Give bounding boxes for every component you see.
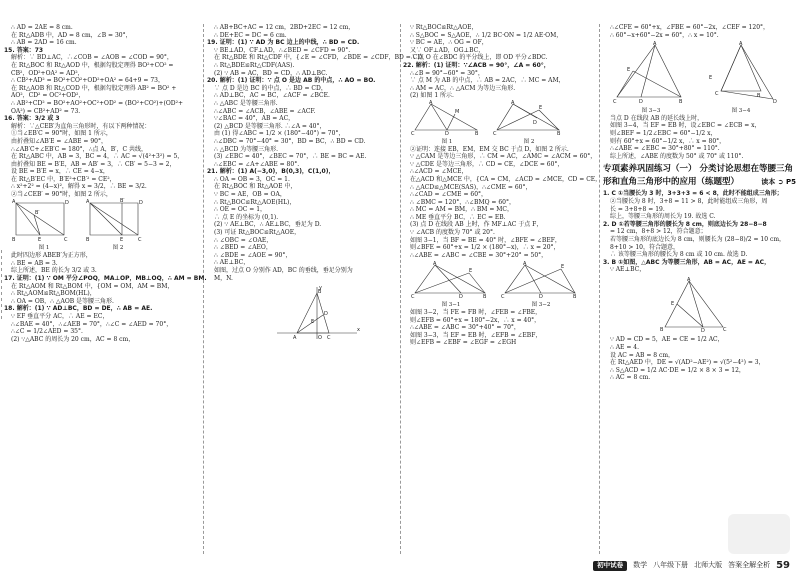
triangle-figures-3 (403, 259, 596, 309)
text-line: 解析：∵△CEB′为直角三角形时，有以下两种情况： (11, 122, 151, 130)
svg-text:E: E (120, 236, 124, 243)
text-line: ∴∠ABE = ∠EBC = 30°+80° = 110°. (610, 145, 720, 153)
column-3 (403, 24, 602, 556)
text-line: ∴ ∠BDE = ∠AOE = 90°， (214, 251, 292, 259)
text-line: ∴ ∠OBC = ∠OAE， (214, 236, 273, 244)
text-line: 2. D ①若等腰三角形的腰长为 8 cm，则底边长为 28−8−8 (603, 220, 767, 228)
text-line: 在 Rt△ABC 中，AB = 3，BC = 4，∴ AC = √(4²+3²) = 5， (11, 153, 184, 161)
figure-caption: 图 1 (38, 245, 50, 252)
text-line: ∵ Rt△BOC≌Rt△AOE， (410, 24, 478, 31)
text-line: 则∠BFE = 60°+x = 1/2 × (180°−x)，∴ x = 20°， (410, 244, 560, 252)
text-line: ∴ 点 E 的坐标为 (0,1). (214, 213, 279, 221)
svg-text:y: y (319, 285, 322, 292)
text-line: CB²，OD²+OA² = AD²， (11, 69, 84, 77)
svg-text:D: D (139, 199, 143, 206)
footer-grade: 八年级下册 (653, 561, 689, 570)
svg-text:A: A (12, 198, 16, 205)
text-line: ∵ BE⊥AD，CF⊥AD，∴∠BED = ∠CFD = 90°. (214, 46, 351, 54)
text-line: 18. 解析：(1) ∵ AD⊥BC，BD = DE，∴ AB = AE. (4, 305, 153, 313)
text-line: ②证明：连接 EB，EM，EM 交 BC 于点 D，如图 2 所示. (410, 145, 569, 153)
text-line: ∵ AE⊥BC， (610, 266, 646, 274)
watermark-stamp (728, 514, 790, 554)
figure-3-3 (611, 39, 691, 115)
svg-text:A: A (523, 261, 527, 268)
svg-text:A: A (86, 198, 90, 205)
svg-text:M: M (455, 108, 460, 115)
text-line: 22. 解析：(1) 证明：∵∠ACB = 90°，∠A = 60°， (403, 61, 550, 69)
figure-2 (86, 199, 150, 253)
text-line: 在 Rt△B′EC 中，B′E²+CB′² = CE²， (11, 175, 116, 183)
text-line: ∵ BC = AE，OB = OA， (214, 191, 286, 199)
svg-text:E: E (539, 104, 543, 111)
svg-text:D: D (65, 199, 69, 206)
figure-3-4 (701, 39, 781, 115)
text-line: ∴ AD⊥BC，AC = BC，∠ACF = ∠BCE. (214, 92, 330, 100)
text-line: 在 Rt△AOB 和 Rt△COD 中，根据勾股定理得 AB² = BO² + (11, 84, 177, 92)
text-line: 综上所述，BE 的长为 3/2 或 3. (11, 267, 97, 275)
text-line: 16. 答案：3/2 或 3 (4, 115, 60, 123)
text-line: ∴∠CFE = 60°+x，∠FBE = 60°−2x，∠CEF = 120°， (610, 24, 770, 31)
text-line: 17. 证明：(1) ∵ OM 平分∠POQ，MA⊥OP，MB⊥OQ，∴ AM = BM. (4, 275, 207, 283)
coordinate-figure (207, 283, 397, 344)
text-line: ∴ 60°−x+60°−2x = 60°，∴ x = 10°. (610, 31, 719, 39)
svg-text:D: D (773, 99, 777, 106)
text-line: (2) ∵ AE⊥BC，∴ AE⊥BC，垂足为 D. (214, 221, 322, 229)
svg-text:O: O (318, 335, 322, 342)
text-line: 如图 3−3，当 EF = EB 时，∠EFB = ∠EBF， (410, 331, 542, 339)
column-divider (599, 24, 600, 554)
text-line: 如图 3−2，当 FE = FB 时，∠FEB = ∠FBE， (410, 309, 542, 317)
text-line: ∵ ∠ACB 的度数为 70° 或 20°. (410, 229, 495, 237)
text-line: ∴∠BAE = 40°，∴∠AEB = 70°，∴∠C = ∠AED = 70°， (11, 320, 173, 328)
text-line: 15. 答案：73 (4, 46, 44, 54)
figure-1 (411, 100, 483, 146)
text-line: ①当∠EB′C = 90°时，如图 1 所示， (11, 130, 112, 138)
svg-text:x: x (357, 327, 360, 334)
svg-text:C: C (723, 326, 727, 333)
text-line: ∴ △ABC 是等腰三角形. (214, 99, 278, 107)
text-line: 若等腰三角形的底边长为 8 cm，则腰长为 (28−8)/2 = 10 cm， (610, 235, 786, 243)
column-divider (400, 24, 401, 554)
text-line: ∴∠CAD = ∠CME = 60°， (410, 191, 488, 199)
text-line: 解析：∵ BD⊥AC，∴∠COB = ∠AOB = ∠COD = 90°， (11, 54, 173, 62)
figure-caption: 图 1 (441, 138, 453, 145)
text-line: 如图，过点 O 分别作 AD，BC 的垂线，垂足分别为 (214, 267, 353, 274)
text-line: OA²) = CB²+AD² = 73. (11, 107, 81, 115)
text-line: 综上，等腰三角形的周长为 19. 故选 C. (610, 213, 716, 221)
text-line: 则有 60°+x = 60°−1/2 x，∴ x = 80°， (610, 137, 726, 145)
figure-3-2 (501, 259, 581, 309)
fold-figures (4, 199, 200, 253)
column-3-text-continued (403, 145, 602, 260)
text-line: 又∵ OF⊥AD，OG⊥BC， (410, 46, 485, 54)
text-line: 在 Rt△ADB 中，AD = 8 cm，∠B = 30°， (11, 31, 132, 39)
column-divider (203, 24, 204, 554)
figure-caption: 图 2 (112, 245, 124, 252)
svg-text:B: B (318, 289, 322, 296)
text-line: 如图 3−4，当 EF = EB 时，设∠EBC = ∠ECB = x， (610, 122, 761, 130)
text-line: ∴ AC = 8 cm. (610, 374, 651, 382)
text-line: ∴ OE = OC = 1， (214, 206, 267, 214)
text-line: ∴ S△ACD = 1/2 AC·DE = 1/2 × 8 × 3 = 12， (610, 366, 745, 374)
text-line: 20. 解析：(1) 证明：∵ 点 O 是边 AB 的中点，∴ AO = BO. (207, 77, 376, 85)
svg-text:D: D (324, 311, 328, 318)
svg-text:B: B (573, 294, 577, 301)
svg-text:B: B (757, 93, 761, 100)
svg-text:A: A (511, 99, 515, 106)
text-line: ∴ AB = 2AD = 16 cm. (11, 39, 77, 47)
text-line: 由 (1) 得∠ABC = 1/2 × (180°−40°) = 70°， (214, 130, 345, 138)
text-line: ∵ 点 D 是边 BC 的中点，∴ BD = CD， (214, 84, 327, 92)
figure-caption: 图 2 (523, 138, 535, 145)
svg-text:A: A (293, 335, 297, 342)
text-line: ∴ DE+EC = DC = 6 cm. (214, 31, 287, 39)
text-line: 3. B ①如图，△ABC 为等腰三角形，AB = AC，AE = AC， (603, 258, 771, 266)
text-line: 设 AC = AB = 8 cm， (610, 351, 675, 359)
figure-2 (493, 100, 565, 146)
text-line: 如图 3−1，当 BF = BE = 40° 时，∠BFE = ∠BEF， (410, 236, 561, 244)
text-line: ∴∠ABE = ∠ABC = ∠CBE = 30°+20° = 50°， (410, 251, 548, 259)
text-line: 在 Rt△AED 中，DE = √(AD²−AE²) = √(5²−4²) = 3， (610, 359, 765, 367)
text-line: ∴ CB²+AD² = BO²+CO²+OD²+OA² = 64+9 = 73， (11, 77, 164, 85)
text-line: ∴∠ACD = ∠MCE， (410, 168, 468, 176)
text-line: ∴ Rt△BOC≌Rt△AOE(HL)， (214, 198, 296, 206)
text-line: ∴∠AB′C+∠EB′C = 180°，∴点 A，B′，C 共线， (11, 145, 147, 153)
svg-text:B′: B′ (35, 209, 40, 216)
svg-text:B: B (557, 130, 561, 137)
figure-caption: 图 3−2 (531, 302, 551, 309)
binding-mark (0, 250, 3, 320)
column-4-text-end (603, 336, 796, 382)
text-line: 在 Rt△AOM 和 Rt△BOM 中，{OM = OM，AM = BM， (11, 282, 174, 290)
column-1 (4, 24, 207, 556)
text-line: ∵∠BAC = 40°，AB = AC， (214, 115, 295, 123)
page-number: 59 (776, 560, 790, 572)
text-line: ∴ AE⊥BC， (214, 259, 250, 267)
text-line: 由折叠知∠AB′E = ∠ABE = 90°， (11, 137, 107, 145)
text-line: 当点 D 在线段 AB 的延长线上时， (610, 114, 704, 122)
text-line: ∴ Rt△AOM≌Rt△BOM(HL)， (11, 290, 96, 298)
svg-text:E: E (561, 264, 565, 271)
page-footer (593, 559, 790, 573)
section-title (603, 163, 796, 189)
svg-text:E: E (627, 67, 631, 74)
text-line: ∴ OA = OB，∴ △AOB 是等腰三角形. (11, 297, 114, 305)
text-line: ∵ △CAM 是等边三角形，∴ CM = AC，∠AMC = ∠ACM = 60°， (410, 153, 597, 161)
figure-caption: 图 3−3 (641, 107, 661, 114)
text-line: ∴∠EBC = ∠A+∠ABE = 80°. (214, 160, 300, 168)
text-line: ∴ 点 O 在∠BDC 的平分线上，即 OD 平分∠BDC. (410, 54, 548, 62)
svg-text:D: D (459, 294, 463, 301)
text-line: 设 BE = B′E = x，∴ CE = 4−x， (11, 168, 109, 176)
svg-text:C: C (613, 99, 617, 106)
text-line: ∴ ME 垂直平分 BC，∴ EC = EB. (410, 213, 506, 221)
svg-text:A: A (429, 99, 433, 106)
text-line: 8+10 > 10，符合题意， (610, 243, 679, 251)
svg-text:D: D (533, 119, 537, 126)
svg-text:C: C (138, 236, 142, 243)
text-line: 19. 证明：(1) ∵ AD 为 BC 边上的中线，∴ BD = CD. (207, 39, 360, 47)
column-4 (603, 24, 796, 556)
text-line: ∴ BE = AB = 3. (11, 259, 58, 267)
text-line: 在 Rt△BOC 和 Rt△AOE 中， (214, 183, 297, 191)
svg-text:E: E (671, 300, 675, 307)
text-line: ②当∠CEB′ = 90°时，如图 2 所示， (11, 191, 112, 199)
text-line: ∴ 该等腰三角形的腰长为 8 cm 或 10 cm. 故选 D. (610, 251, 748, 259)
text-line: 由折叠知 BE = B′E，AB = AB′ = 3，∴ CB′ = 5−3 = 2， (11, 160, 176, 168)
text-line: = 12 cm，8+8 > 12，符合题意； (610, 228, 707, 236)
text-line: 在 Rt△BDE 和 Rt△CDF 中，{∠E = ∠CFD，∠BDE = ∠CDF，BD = CD， (214, 54, 429, 62)
svg-text:C: C (327, 335, 331, 342)
text-line: ②当腰长为 8 时，3+8 = 11 > 8，此时能组成三角形，周 (610, 197, 768, 205)
text-line: (2) 如图 1 所示. (410, 92, 454, 100)
svg-text:C: C (411, 130, 415, 137)
text-line: (2) △BCD 是等腰三角形. ∴∠A = 40°， (214, 122, 326, 130)
text-line: ∵ △CDE 是等边三角形，∴ CD = CE，∠DCE = 60°， (410, 160, 564, 168)
column-1-text-continued (4, 252, 207, 343)
text-line: ∵ 点 M 为 AB 的中点，∴ AB = 2AC，∴ MC = AM， (410, 77, 565, 85)
svg-text:B: B (12, 236, 16, 243)
text-line: (2) ∵ AB = AC，BD = CD，∴ AD⊥BC. (214, 69, 328, 77)
svg-text:B: B (483, 294, 487, 301)
column-2-text (207, 24, 429, 282)
svg-text:A: A (739, 41, 743, 48)
column-3-text (403, 24, 596, 100)
svg-text:C: C (64, 236, 68, 243)
column-4-exercises (603, 190, 796, 274)
svg-text:C: C (411, 294, 415, 301)
text-line: (3) ∠EBC = 40°，∠BEC = 70°，∴ BE = BC = AE. (214, 153, 367, 161)
footer-label: 答案全解全析 (728, 561, 771, 570)
svg-text:C: C (493, 130, 497, 137)
text-line: 在 Rt△BOC 和 Rt△AOD 中，根据勾股定理得 BO²+CO² = (11, 61, 174, 69)
svg-text:D: D (445, 130, 449, 137)
text-line: ∵ BC = AE，∴ OG = OF， (410, 39, 488, 47)
svg-text:E: E (38, 236, 42, 243)
column-4-text (603, 24, 796, 39)
text-line: ∴ x²+2² = (4−x)²，解得 x = 3/2，∴ BE = 3/2. (11, 183, 147, 191)
text-line: (3) 可证 Rt△BOC≌Rt△AOE， (214, 229, 301, 237)
text-line: ∴ AM = AC，∴ △ACM 为等边三角形. (410, 84, 516, 92)
svg-text:E: E (311, 319, 315, 326)
text-line: ∴ AE = 4. (610, 344, 640, 352)
text-line: ∴∠B = 90°−60° = 30°， (410, 69, 484, 77)
text-line: 21. 解析：(1) A(−3,0)，B(0,3)，C(1,0)， (207, 168, 335, 176)
column-1-text (4, 24, 200, 199)
text-line: (2) ∵△ABC 的周长为 20 cm，AC = 8 cm， (11, 335, 135, 343)
footer-edition: 北师大版 (694, 561, 723, 570)
svg-text:B: B (475, 130, 479, 137)
text-line: 则∠EFB = ∠EBF = ∠EGF = ∠EGH (410, 339, 517, 347)
svg-text:D: D (539, 294, 543, 301)
svg-text:B′: B′ (120, 197, 125, 204)
reference-note: 读本 ➲ P5 (761, 178, 796, 187)
text-line: M，N. (214, 274, 233, 282)
figure-1 (12, 199, 76, 253)
svg-text:C: C (715, 91, 719, 98)
svg-text:E: E (709, 75, 713, 82)
svg-text:A: A (653, 41, 657, 48)
svg-text:D: D (639, 99, 643, 106)
text-line: 则∠BEF = 1/2∠EBC = 60°−1/2 x， (610, 129, 717, 137)
figure-3-1 (411, 259, 491, 309)
text-line: 则∠EFB = 60°+x = 180°−2x，∴ x = 40°， (410, 316, 541, 324)
text-line: ∴ MC = AM = BM，∴ BM = MC， (410, 206, 514, 214)
text-line: 在△ACD 和△MCE 中，{CA = CM，∠ACD = ∠MCE，CD = CE， (410, 175, 602, 183)
text-line: 此时四边形 ABEB′为正方形， (11, 252, 92, 260)
text-line: AO²，CD² = OC²+OD²， (11, 92, 85, 100)
text-line: ∴∠DBC = 70°−40° = 30°，BD = BC，∴ BD = CD. (214, 137, 366, 145)
isosceles-figure (603, 275, 796, 336)
text-line: (3) 点 D 在线段 AB 上时，作 MF⊥AC 于点 F， (410, 221, 543, 229)
section-title-line-2: 形和直角三角形中的应用（练题型） (603, 177, 740, 188)
text-line: 长 = 3+8+8 = 19. (610, 205, 665, 213)
svg-text:B: B (660, 326, 664, 333)
text-line: ∵ AD = CD = 5，AE = CE = 1/2 AC， (610, 336, 724, 344)
column-3-text-end (403, 309, 596, 347)
text-line: ∴ △BCD 为等腰三角形. (214, 145, 279, 153)
text-line: ∴ ∠BED = ∠AEO， (214, 244, 272, 252)
text-line: ∴ OA = OB = 3，OC = 1. (214, 175, 290, 183)
triangle-figures (403, 100, 596, 146)
text-line: ∴ AB+BC+AC = 12 cm，2BD+2EC = 12 cm， (214, 24, 355, 31)
svg-text:B: B (86, 236, 90, 243)
svg-text:C: C (501, 294, 505, 301)
text-line: ∴ △ACD≌△MCE(SAS)，∴∠CME = 60°， (410, 183, 532, 191)
svg-text:D: D (701, 327, 705, 334)
footer-subject: 数学 (633, 561, 648, 570)
triangle-figures-4 (603, 39, 796, 115)
text-line: 1. C ①当腰长为 3 时，3+3+3 = 6 < 8，此时不能组成三角形； (603, 190, 783, 198)
text-line: ∴ AB²+CD² = BO²+AO²+OC²+OD² = (BO²+CO²)+(OD²+ (11, 99, 184, 107)
figure-caption: 图 3−4 (731, 107, 751, 114)
text-line: ∴ Rt△BDE≌Rt△CDF(AAS). (214, 61, 295, 69)
brand-badge: 初中试卷 (593, 561, 627, 571)
column-4-text-continued (603, 115, 796, 161)
text-line: ∵ EF 垂直平分 AC，∴ AE = EC， (11, 313, 109, 320)
svg-text:A: A (687, 276, 691, 283)
text-line: ∴ ∠BMC = 120°，∴∠BMQ = 60°， (410, 198, 515, 206)
text-line: 综上所述，∠ABE 的度数为 50° 或 70° 或 110°. (610, 152, 744, 160)
svg-text:E: E (469, 268, 473, 275)
text-line: ∴∠C = 1/2∠AED = 35°. (11, 328, 83, 336)
text-line: ∴ AD = 2AE = 8 cm. (11, 24, 73, 31)
svg-text:B: B (679, 99, 683, 106)
section-title-line-1: 专项素养巩固练习（一） 分类讨论思想在等腰三角 (603, 164, 793, 175)
column-2 (207, 24, 429, 556)
text-line: ∴∠ABE = ∠ABC = 30°+40° = 70°， (410, 324, 520, 332)
text-line: ∴ S△BOC = S△AOE，∴ 1/2 BC·ON = 1/2 AE·OM， (410, 31, 563, 39)
svg-text:A: A (433, 261, 437, 268)
figure-caption: 图 3−1 (441, 302, 461, 309)
text-line: ∴∠ABC = ∠ACB，∠ABE = ∠ACF. (214, 107, 316, 115)
